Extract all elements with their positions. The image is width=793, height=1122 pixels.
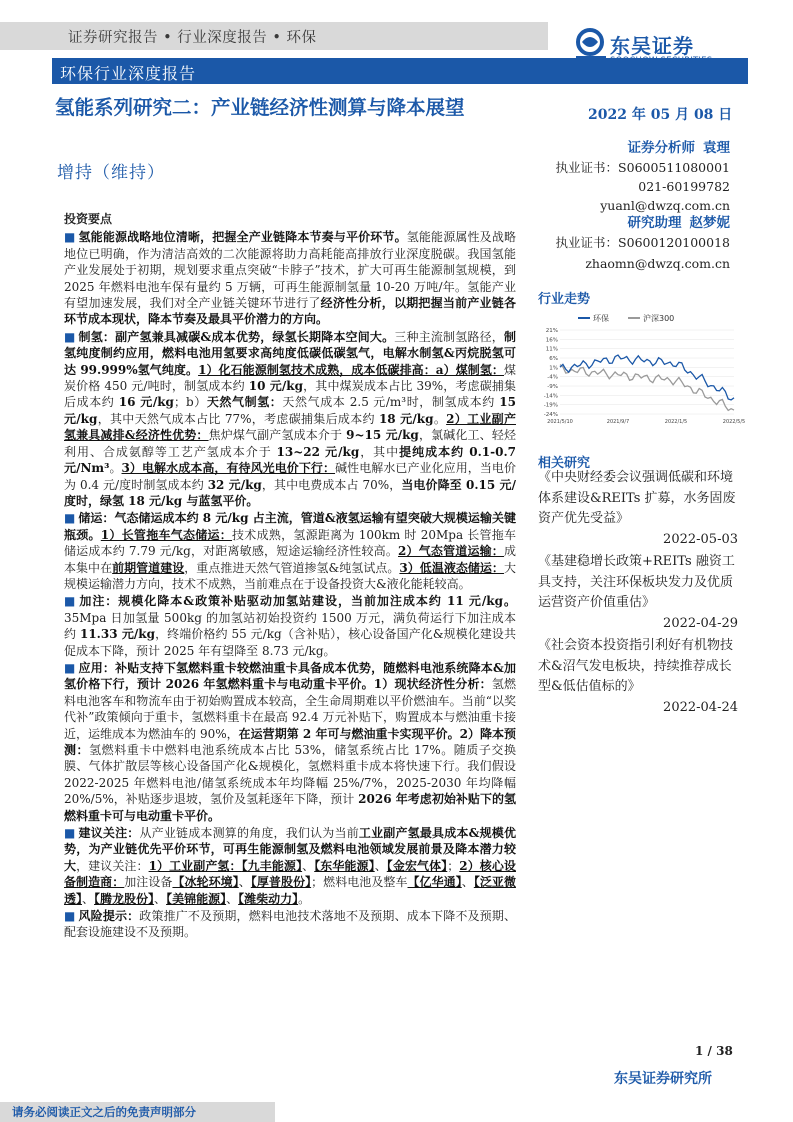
bullet-square-icon: ■ [64,909,76,924]
related-list [538,468,738,718]
related-date: 2022-04-29 [663,615,738,631]
bullet-square-icon: ■ [64,594,77,609]
disclaimer[interactable]: 请务必阅读正文之后的免责声明部分 [12,1105,196,1119]
trend-heading: 行业走势 [538,292,591,307]
related-date: 2022-04-24 [663,699,738,715]
footer-org: 东吴证券研究所 [614,1071,712,1087]
y-tick-label: -9% [547,384,558,390]
highlights-heading: 投资要点 [64,212,113,226]
category-title: 环保行业深度报告 [60,64,197,83]
analyst-name: 袁理 [703,140,730,156]
x-tick-label: 2022/5/5 [722,419,746,425]
breadcrumb-bar [0,22,548,50]
disclaimer-bar [0,1102,275,1122]
x-tick-label: 2021/5/10 [547,419,573,425]
bullet-square-icon: ■ [64,329,76,344]
y-tick-label: -4% [547,374,558,381]
y-tick-label: 16% [545,337,558,344]
bullet-square-icon: ■ [64,230,76,245]
related-date: 2022-05-03 [663,531,738,547]
analyst-role: 研究助理 [627,215,682,231]
y-tick-label: 11% [545,346,558,353]
trend-chart [538,310,746,426]
point-refueling: ■ 加注：规模化降本&政策补贴驱动加氢站建设，当前加注成本约 11 元/kg。35Mpa 日加氢量 500kg 的加氢站初始投资约 1500 万元，满负荷运行下加注成本约 11.33 元/kg，终端价格约 55 元/kg（含补贴），核心设备国产化&规模化建设共促成本下降，预计 2025 年有望降至 8.73 元/kg。 [64,594,516,658]
point-production: ■ 制氢：副产氢兼具减碳&成本优势，绿氢长期降本空间大。三种主流制氢路径，制氢纯度制约应用，燃料电池用氢要求高纯度低碳低碳氢气，电解水制氢&丙烷脱氢可达 99.999%氢气纯度。1）化石能源制氢技术成熟，成本低碳排高：a）煤制氢：煤炭价格 450 元/吨时，制氢成本约 10 元/kg，其中煤炭成本占比 39%，考虑碳捕集后成本约 16 元/kg；b）天然气制氢：天然气成本 2.5 元/m³时，制氢成本约 15 元/kg，其中天然气成本占比 77%，考虑碳捕集后成本约 18 元/kg。2）工业副产氢兼具减排&经济性优势：焦炉煤气副产氢成本介于 9~15 元/kg，氯碱化工、轻烃利用、合成氨醇等工艺产氢成本介于 13~22 元/kg，其中提纯成本约 0.1-0.7 元/Nm³。3）电解水成本高，有待风光电价下行：碱性电解水已产业化应用，当电价为 0.4 元/度时制氢成本约 32 元/kg，其中电费成本占 70%，当电价降至 0.15 元/度时，绿氢 18 元/kg 与蓝氢平价。 [64,329,516,508]
related-title: 《中央财经委会议强调低碳和环境体系建设&REITs 扩募，水务固废资产优先受益》 [538,470,736,526]
analyst-email[interactable]: yuanl@dwzq.com.cn [600,198,730,213]
related-item[interactable] [538,552,738,634]
breadcrumb: 证券研究报告 • 行业深度报告 • 环保 [68,30,317,46]
bullet-square-icon: ■ [64,511,76,526]
legend-env: 环保 [593,314,609,323]
analyst-name: 赵梦妮 [689,215,730,231]
point-storage: ■ 储运：气态储运成本约 8 元/kg 占主流，管道&液氢运输有望突破大规模运输关键瓶颈。1）长管拖车气态储运：技术成熟，氢源距离为 100km 时 20Mpa 长管拖车储运成本约 7.79 元/kg，对距离敏感，短途运输经济性较高。2）气态管道运输：成本集中在前期管道建设，重点推进天然气管道掺氢&纯氢试点。3）低温液态储运：大规模运输潜力方向，技术不成熟，当前难点在于设备投资大&液化能耗较高。 [64,511,517,591]
brand-name: 东吴证券 [610,34,694,58]
y-tick-label: -19% [543,402,558,409]
analyst-role: 证券分析师 [627,140,696,156]
bullet-square-icon: ■ [64,660,76,675]
report-date: 2022 年 05 月 08 日 [588,107,733,123]
analyst-1 [540,138,730,215]
x-tick-label: 2022/1/5 [664,419,688,425]
related-item[interactable] [538,468,738,550]
analyst-email[interactable]: zhaomn@dwzq.com.cn [585,256,730,271]
investment-highlights [64,211,516,942]
y-tick-label: -14% [543,393,558,400]
legend-hs300: 沪深300 [643,314,675,323]
point-risk: ■ 风险提示：政策推广不及预期，燃料电池技术落地不及预期、成本下降不及预期、配套设施建设不及预期。 [64,909,516,940]
page-number: 1 / 38 [695,1044,733,1058]
y-tick-label: 1% [549,365,558,372]
x-tick-label: 2021/9/7 [606,419,630,425]
report-title: 氢能系列研究二：产业链经济性测算与降本展望 [55,96,465,119]
bullet-square-icon: ■ [64,826,76,841]
related-title: 《社会资本投资指引利好有机物技术&沼气发电板块，持续推荐成长型&低估值标的》 [538,638,734,694]
logo-swirl-icon [582,37,598,47]
point-recommendation: ■ 建议关注：从产业链成本测算的角度，我们认为当前工业副产氢最具成本&规模优势，为产业链优先平价环节，可再生能源制氢及燃料电池领域发展前景及降本潜力较大，建议关注：1）工业副产氢：【九丰能源】、【东华能源】、【金宏气体】；2）核心设备制造商：加注设备【冰轮环境】、【厚普股份】；燃料电池及整车【亿华通】、【泛亚微透】、【腾龙股份】、【美锦能源】、【潍柴动力】。 [64,826,516,906]
related-item[interactable] [538,636,738,718]
y-tick-label: 6% [549,356,558,362]
series-env-line [560,355,734,400]
y-tick-label: 21% [545,328,558,334]
analyst-cert: 执业证书：S0600511080001 [555,160,730,175]
related-heading: 相关研究 [538,456,591,471]
series-hs300-line [560,365,734,411]
related-title: 《基建稳增长政策+REITs 融资工具支持，关注环保板块发力及优质运营资产价值重估》 [538,554,735,610]
analyst-cert: 执业证书：S0600120100018 [555,235,730,250]
analyst-2 [540,213,730,273]
point-strategy: ■ 氢能能源战略地位清晰，把握全产业链降本节奏与平价环节。氢能能源属性及战略地位已明确，作为清洁高效的二次能源将助力高耗能高排放行业深度脱碳。我国氢能产业发展处于初期，规划要求重点突破“卡脖子”技术，扩大可再生能源制氢规模，到 2025 年燃料电池车保有量约 5 万辆，可再生能源制氢量 10-20 万吨/年。氢能产业有望加速发展，我们对全产业链关键环节进行了经济性分析，以期把握当前产业链各环节成本现状，降本节奏及最具平价潜力的方向。 [64,230,516,327]
point-application: ■ 应用：补贴支持下氢燃料重卡较燃油重卡具备成本优势，随燃料电池系统降本&加氢价格下行，预计 2026 年氢燃料重卡与电动重卡平价。1）现状经济性分析：氢燃料电池客车和物流车由于初始购置成本较高，全生命周期难以平价燃油车。当前“以奖代补”政策倾向于重卡，氢燃料重卡在最高 92.4 万元补贴下，购置成本与燃油重卡接近，运维成本为燃油车的 90%，在运营期第 2 年可与燃油重卡实现平价。2）降本预测：氢燃料重卡中燃料电池系统成本占比 53%，储氢系统占比 17%。随质子交换膜、气体扩散层等核心设备国产化&规模化，氢燃料重卡成本将快速下行。我们假设 2022-2025 年燃料电池/储氢系统成本年均降幅 25%/7%，2025-2030 年均降幅 20%/5%，补贴逐步退坡，氢价及氢耗逐年下降，预计 2026 年考虑初始补贴下的氢燃料重卡可与电动重卡平价。 [64,660,516,823]
rating: 增持（维持） [57,163,165,183]
y-tick-label: -24% [543,412,558,418]
analyst-phone: 021-60199782 [638,179,730,194]
category-band [52,58,748,84]
